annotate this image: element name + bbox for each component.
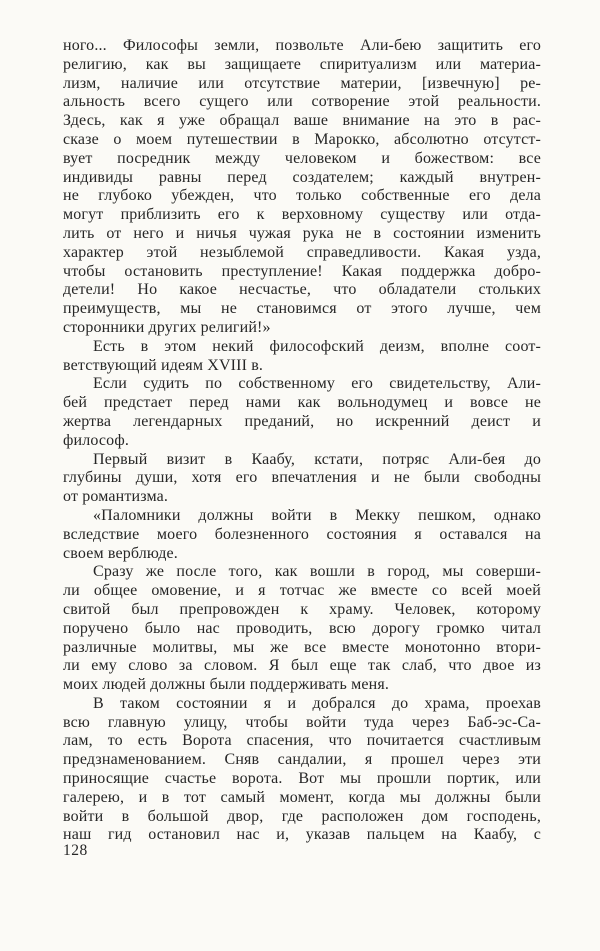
text-line: ного... Философы земли, позвольте Али-бею защитить его [63, 37, 541, 54]
text-line: Есть в этом некий философский деизм, вполне соот- [93, 337, 541, 355]
paragraph [63, 563, 541, 695]
text-line: сказе о моем путешествии в Марокко, абсолютно отсутст- [63, 130, 541, 148]
text-line: приносящие счастье ворота. Вот мы прошли портик, или [63, 770, 541, 788]
text-line: своем верблюде. [63, 544, 178, 562]
text-line: Сразу же после того, как вошли в город, мы соверши- [93, 563, 541, 581]
text-line: глубины души, хотя его впечатления и не были свободны [63, 469, 541, 487]
text-line: наш гид остановил нас и, указав пальцем на Каабу, с [63, 826, 541, 844]
paragraph [63, 507, 541, 563]
text-line: Первый визит в Каабу, кстати, потряс Али-бея до [93, 450, 541, 468]
paragraph [63, 695, 541, 845]
text-line: сторонники других религий!» [63, 318, 271, 336]
page-number: 128 [63, 842, 88, 859]
paragraph [63, 37, 541, 338]
text-line: предзнаменованием. Сняв сандалии, я прошел через эти [63, 751, 541, 769]
text-line: поручено было нас проводить, всю дорогу громко читал [63, 619, 541, 637]
text-line: от романтизма. [63, 488, 169, 506]
text-line: жертва легендарных преданий, но искренний деист и [63, 412, 541, 430]
text-line: индивиды равны перед создателем; каждый внутрен- [63, 168, 541, 186]
text-line: галерею, и в тот самый момент, когда мы должны были [63, 788, 541, 806]
text-line: альность всего сущего или сотворение этой реальности. [63, 93, 541, 111]
text-line: «Паломники должны войти в Мекку пешком, однако [93, 506, 541, 524]
text-line: характер этой незыблемой справедливости. Какая узда, [63, 243, 541, 261]
text-line: философ. [63, 431, 129, 449]
text-line: моих людей должны были поддерживать меня. [63, 676, 390, 694]
text-line: лам, то есть Ворота спасения, что почитается счастливым [63, 732, 541, 750]
text-line: могут приблизить его к верховному существу или отда- [63, 206, 541, 224]
text-line: свитой был препровожден к храму. Человек, которому [63, 600, 541, 618]
text-line: лизм, наличие или отсутствие материи, [извечную] ре- [63, 74, 541, 92]
text-line: вследствие моего болезненного состояния я оставался на [63, 525, 541, 543]
paragraph [63, 451, 541, 507]
text-line: преимуществ, мы не становимся от этого лучше, чем [63, 300, 541, 318]
text-line: ли ему слово за словом. Я был еще так слаб, что двое из [63, 657, 541, 675]
page-text [63, 37, 541, 845]
text-line: всю главную улицу, чтобы войти туда через Баб-эс-Са- [63, 713, 541, 731]
text-line: религию, как вы защищаете спиритуализм или материа- [63, 55, 541, 73]
text-line: различные молитвы, мы же все вместе монотонно втори- [63, 638, 541, 656]
text-line: лить от него и ничья чужая рука не в состоянии изменить [63, 224, 541, 242]
text-line: бей предстает перед нами как вольнодумец и вовсе не [63, 394, 541, 412]
text-line: детели! Но какое несчастье, что обладатели стольких [63, 281, 541, 299]
text-line: ветствующий идеям XVIII в. [63, 356, 264, 374]
text-line: Если судить по собственному его свидетельству, Али- [93, 375, 541, 393]
text-line: чтобы остановить преступление! Какая поддержка добро- [63, 262, 541, 280]
text-line: вует посредник между человеком и божеством: все [63, 149, 541, 167]
text-line: Здесь, как я уже обращал ваше внимание на это в рас- [63, 112, 541, 130]
text-line: войти в большой двор, где расположен дом господень, [63, 807, 541, 825]
paragraph [63, 338, 541, 376]
text-line: ли общее омовение, и я тотчас же вместе со всей моей [63, 582, 541, 600]
paragraph [63, 375, 541, 450]
text-line: В таком состоянии я и добрался до храма, проехав [93, 694, 541, 712]
text-line: не глубоко убежден, что только собственные его дела [63, 187, 541, 205]
